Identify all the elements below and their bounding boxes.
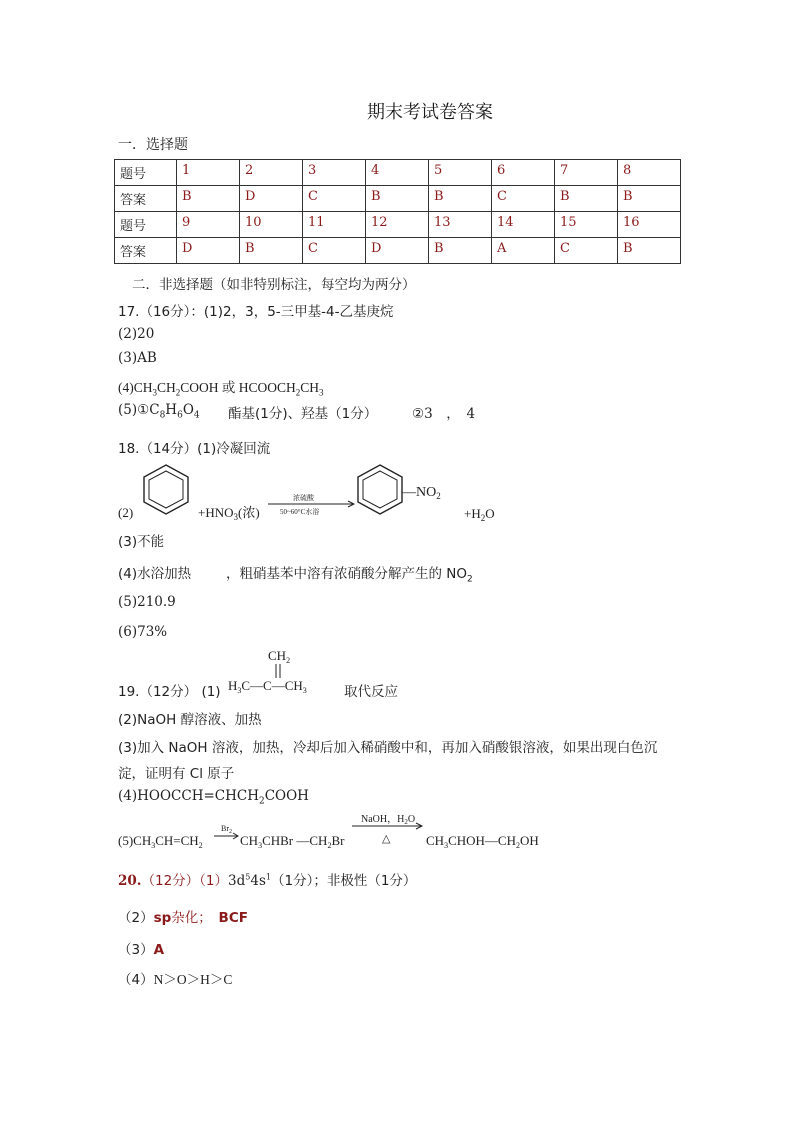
arrow-condition-bottom: 50~60°C水浴 xyxy=(280,508,320,516)
table-cell: 14 xyxy=(492,212,555,238)
benzene-ring-right xyxy=(358,465,402,514)
h3c-chain: $H_3C—C—CH_3$ xyxy=(228,678,307,695)
table-cell: 4 xyxy=(366,160,429,186)
table-row xyxy=(115,160,681,186)
arrow-condition-top: 浓硫酸 xyxy=(293,494,314,502)
q19-synthesis-route xyxy=(118,808,558,854)
table-cell: 13 xyxy=(429,212,492,238)
table-cell: D xyxy=(177,238,240,264)
row-label: 答案 xyxy=(115,186,177,212)
q17-line2: (2)20 xyxy=(118,326,155,342)
table-cell: 15 xyxy=(555,212,618,238)
table-cell: 10 xyxy=(240,212,303,238)
q18-line2-label: (2) xyxy=(118,505,134,520)
q18-line3: (3)不能 xyxy=(118,534,165,550)
br2-reagent: $Br_2$ xyxy=(221,824,232,835)
table-cell: C xyxy=(492,186,555,212)
nitro-group: $—NO_2$ xyxy=(402,485,441,501)
dibromopropane: $CH_3CHBr$ $—CH_2Br$ xyxy=(240,833,345,850)
q18-reaction-diagram xyxy=(118,460,518,530)
table-cell: 16 xyxy=(618,212,681,238)
table-row xyxy=(115,212,681,238)
row-label: 题号 xyxy=(115,212,177,238)
table-cell: C xyxy=(303,186,366,212)
table-cell: B xyxy=(429,186,492,212)
q20-line2: （2）sp杂化； BCF xyxy=(118,910,248,926)
row-label: 答案 xyxy=(115,238,177,264)
ch2-group: $CH_2$ xyxy=(268,648,291,665)
q18-line5: (5)210.9 xyxy=(118,594,176,610)
table-cell: D xyxy=(366,238,429,264)
table-cell: B xyxy=(618,186,681,212)
heat-symbol: △ xyxy=(382,833,391,845)
table-cell: B xyxy=(177,186,240,212)
page-title: 期末考试卷答案 xyxy=(367,102,493,123)
benzene-ring-left xyxy=(144,465,188,514)
table-cell: 6 xyxy=(492,160,555,186)
table-cell: C xyxy=(303,238,366,264)
table-cell: 3 xyxy=(303,160,366,186)
q20-line4: （4）N＞O＞H＞C xyxy=(118,972,233,988)
propanediol: $CH_3CHOH—CH_2OH$ xyxy=(426,833,539,850)
table-cell: A xyxy=(492,238,555,264)
q17-line4: $(4)CH_3CH_2COOH$ 或 $HCOOCH_2CH_3$ xyxy=(118,380,324,398)
naoh-reagent: NaOH，$H_2O$ xyxy=(361,814,416,826)
q19-line3a: (3)加入 NaOH 溶液，加热，冷却后加入稀硝酸中和，再加入硝酸银溶液，如果出现白色沉 xyxy=(118,740,658,756)
q17-line5: $(5)①C_8H_6O_4$ xyxy=(118,402,200,421)
q20-line3: （3）A xyxy=(118,942,165,958)
q17-line1: 17.（16分）：(1)2，3，5-三甲基-4-乙基庚烷 xyxy=(118,304,394,320)
q18-line4b: ，粗硝基苯中溶有浓硝酸分解产生的 $NO_2$ xyxy=(226,566,473,585)
table-cell: 7 xyxy=(555,160,618,186)
benzene-inner-left xyxy=(149,471,183,508)
q17-line5-groups: 酯基(1分)、羟基（1分） xyxy=(228,406,378,422)
table-cell: 9 xyxy=(177,212,240,238)
q18-line6: (6)73% xyxy=(118,624,168,640)
row-label: 题号 xyxy=(115,160,177,186)
q20-line1: 20.（12分）$(1)3d^54s^1(1$分）；非极性（1分） xyxy=(118,872,417,889)
answer-table xyxy=(114,159,681,264)
section-choice-heading: 一．选择题 xyxy=(118,137,188,153)
table-cell: D xyxy=(240,186,303,212)
table-row xyxy=(115,186,681,212)
table-row xyxy=(115,238,681,264)
table-cell: B xyxy=(618,238,681,264)
table-cell: 11 xyxy=(303,212,366,238)
q19-line2: (2)NaOH 醇溶液、加热 xyxy=(118,712,262,728)
table-cell: C xyxy=(555,238,618,264)
table-cell: 12 xyxy=(366,212,429,238)
hno3-reagent: $+HNO_3$(浓) xyxy=(198,505,260,522)
table-cell: 2 xyxy=(240,160,303,186)
q19-line1: 19.（12分） (1) xyxy=(118,684,221,700)
table-cell: 1 xyxy=(177,160,240,186)
propene: $(5)CH_3CH=CH_2$ xyxy=(118,833,203,850)
q17-line5-answer2: ②3 ， 4 xyxy=(412,406,476,422)
q17-line3: (3)AB xyxy=(118,350,157,366)
section-nonchoice-heading: 二．非选择题（如非特别标注，每空均为两分） xyxy=(132,277,416,293)
table-cell: B xyxy=(429,238,492,264)
table-cell: 8 xyxy=(618,160,681,186)
q18-line4a: (4)水浴加热 xyxy=(118,566,192,582)
q19-line4: $(4)HOOCCH=CHCH_2COOH$ xyxy=(118,788,309,807)
q18-line1: 18.（14分）(1)冷凝回流 xyxy=(118,441,271,457)
q19-reaction-type: 取代反应 xyxy=(344,684,398,700)
table-cell: B xyxy=(555,186,618,212)
water-product: $+H_2O$ xyxy=(464,506,495,523)
table-cell: 5 xyxy=(429,160,492,186)
table-cell: B xyxy=(366,186,429,212)
q19-line3b: 淀，证明有 Cl 原子 xyxy=(118,766,235,782)
benzene-inner-right xyxy=(363,471,397,508)
isobutylene-structure xyxy=(226,646,336,696)
table-cell: B xyxy=(240,238,303,264)
